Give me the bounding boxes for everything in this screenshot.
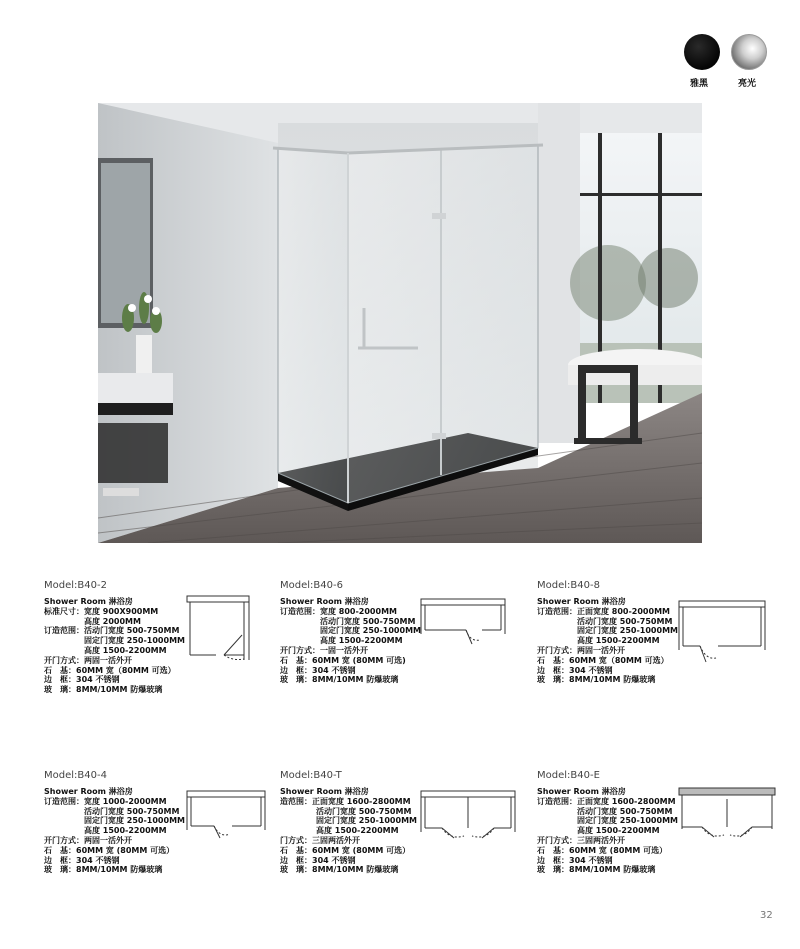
plan-diagram-b40-t (420, 790, 518, 846)
spec-lines (280, 787, 417, 875)
spec-line: 开门方式：一固一活外开 (280, 645, 368, 655)
spec-line: 活动门宽度 500-750MM (577, 806, 673, 816)
spec-line: 订造范围：正面宽度 1600-2800MM (537, 796, 676, 806)
spec-line: 玻 璃：8MM/10MM 防爆玻璃 (537, 865, 656, 875)
spec-line: 高度 1500-2200MM (84, 645, 167, 655)
spec-line: 高度 1500-2200MM (84, 826, 167, 836)
spec-line: 活动门宽度 500-750MM (320, 616, 416, 626)
spec-lines (280, 597, 421, 685)
plan-diagram-b40-4 (186, 790, 268, 842)
spec-line: 高度 1500-2200MM (577, 826, 660, 836)
spec-lines (44, 787, 185, 875)
spec-line: Shower Room 淋浴房 (280, 787, 369, 796)
page-number: 32 (760, 910, 773, 921)
spec-line: 标准尺寸：宽度 900X900MM (44, 606, 159, 616)
spec-line: 边 框：304 不锈钢 (280, 855, 356, 865)
spec-line: Shower Room 淋浴房 (280, 597, 369, 606)
spec-line: 固定门宽度 250-1000MM (577, 626, 678, 636)
spec-line: Shower Room 淋浴房 (537, 787, 626, 796)
spec-line: 高度 1500-2200MM (316, 826, 399, 836)
spec-line: 石 基：60MM 宽 (80MM 可选） (44, 845, 175, 855)
spec-lines (537, 597, 678, 685)
spec-line: 边 框：304 不锈钢 (280, 665, 356, 675)
spec-line: 石 基：60MM 宽（80MM 可选） (537, 655, 669, 665)
spec-line: 石 基：60MM 宽（80MM 可选） (44, 665, 176, 675)
plan-diagram-b40-6 (420, 598, 508, 650)
model-title: Model:B40-8 (537, 580, 600, 591)
spec-line: 高度 2000MM (84, 616, 141, 626)
spec-line: Shower Room 淋浴房 (44, 787, 133, 796)
spec-line: 边 框：304 不锈钢 (537, 665, 613, 675)
spec-line: 开门方式：两固一活外开 (44, 655, 132, 665)
spec-line: Shower Room 淋浴房 (44, 597, 133, 606)
model-title: Model:B40-4 (44, 770, 107, 781)
spec-line: 玻 璃：8MM/10MM 防爆玻璃 (44, 865, 163, 875)
spec-line: 固定门宽度 250-1000MM (316, 816, 417, 826)
spec-line: 高度 1500-2200MM (320, 636, 403, 646)
spec-line: 玻 璃：8MM/10MM 防爆玻璃 (280, 865, 399, 875)
spec-line: 订造范围：宽度 1000-2000MM (44, 796, 167, 806)
spec-line: 石 基：60MM 宽 (80MM 可选) (280, 655, 406, 665)
model-title: Model:B40-6 (280, 580, 343, 591)
spec-line: 活动门宽度 500-750MM (84, 806, 180, 816)
spec-line: 固定门宽度 250-1000MM (84, 636, 185, 646)
spec-line: Shower Room 淋浴房 (537, 597, 626, 606)
chrome-finish-label: 亮光 (738, 79, 757, 89)
spec-line: 开门方式：三固两活外开 (537, 835, 625, 845)
spec-line: 造范围：正面宽度 1600-2800MM (280, 796, 411, 806)
spec-line: 边 框：304 不锈钢 (44, 675, 120, 685)
plan-diagram-b40-8 (678, 600, 768, 670)
spec-line: 边 框：304 不锈钢 (44, 855, 120, 865)
spec-line: 订造范围：正面宽度 800-2000MM (537, 606, 670, 616)
shower-room-photo (98, 103, 702, 543)
spec-line: 开门方式：两固一活外开 (537, 645, 625, 655)
black-finish-label: 雅黑 (690, 79, 709, 89)
spec-line: 固定门宽度 250-1000MM (577, 816, 678, 826)
plan-diagram-b40-2 (186, 595, 252, 665)
spec-line: 高度 1500-2200MM (577, 636, 660, 646)
spec-line: 玻 璃：8MM/10MM 防爆玻璃 (44, 685, 163, 695)
spec-line: 固定门宽度 250-1000MM (320, 626, 421, 636)
spec-line: 活动门宽度 500-750MM (316, 806, 412, 816)
spec-lines (537, 787, 678, 875)
spec-line: 门方式：三固两活外开 (280, 835, 360, 845)
model-title: Model:B40-T (280, 770, 342, 781)
model-title: Model:B40-2 (44, 580, 107, 591)
spec-line: 石 基：60MM 宽 (80MM 可选） (280, 845, 411, 855)
spec-line: 活动门宽度 500-750MM (577, 616, 673, 626)
spec-line: 订造范围：活动门宽度 500-750MM (44, 626, 180, 636)
chrome-finish-swatch (731, 34, 767, 70)
spec-line: 石 基：60MM 宽 (80MM 可选） (537, 845, 668, 855)
spec-line: 开门方式：两固一活外开 (44, 835, 132, 845)
spec-line: 玻 璃：8MM/10MM 防爆玻璃 (537, 675, 656, 685)
black-finish-swatch (684, 34, 720, 70)
model-title: Model:B40-E (537, 770, 600, 781)
spec-lines (44, 597, 185, 695)
plan-diagram-b40-e (678, 787, 778, 843)
spec-line: 玻 璃：8MM/10MM 防爆玻璃 (280, 675, 399, 685)
spec-line: 订造范围：宽度 800-2000MM (280, 606, 397, 616)
spec-line: 边 框：304 不锈钢 (537, 855, 613, 865)
spec-line: 固定门宽度 250-1000MM (84, 816, 185, 826)
